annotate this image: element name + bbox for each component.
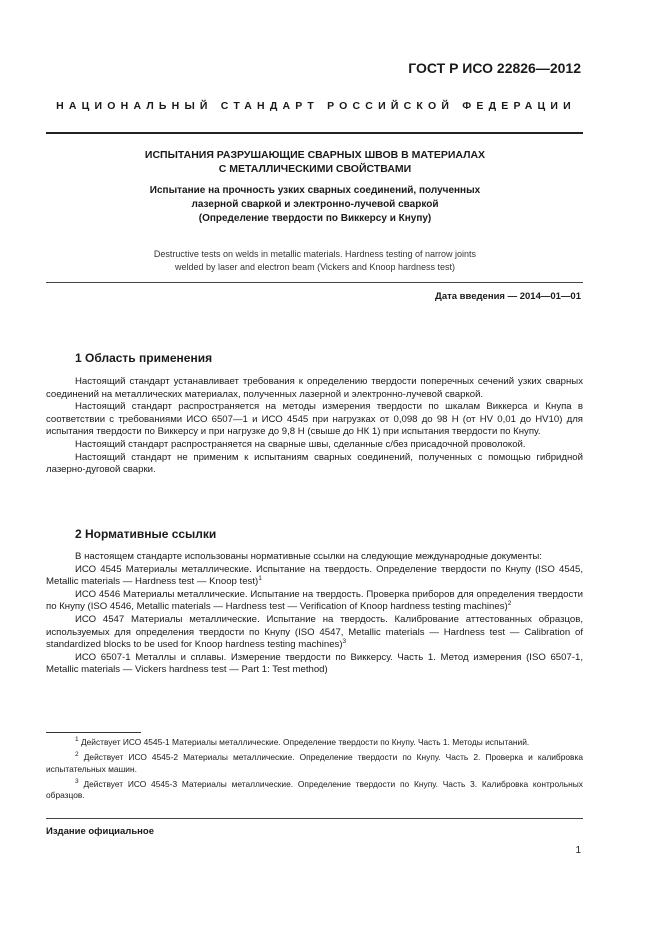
english-title-line1: Destructive tests on welds in metallic materials. Hardness testing of narrow joints — [153, 249, 477, 259]
subtitle — [60, 184, 570, 226]
normative-reference — [46, 614, 583, 652]
footnotes — [46, 737, 583, 805]
title-divider — [46, 282, 583, 283]
footer-divider — [46, 818, 583, 819]
footnote-mark: 3 — [75, 778, 79, 786]
normative-reference — [46, 564, 583, 589]
section2-heading: 2 Нормативные ссылки — [75, 527, 217, 541]
section1-heading: 1 Область применения — [75, 351, 213, 365]
section2-intro: В настоящем стандарте использованы нормативные ссылки на следующие международные документы: — [75, 551, 542, 562]
subtitle-line2: лазерной сваркой и электронно-лучевой сваркой — [191, 199, 439, 210]
section1-body — [46, 376, 583, 477]
section2-body — [46, 551, 583, 677]
official-edition-label: Издание официальное — [46, 826, 154, 837]
subtitle-line3: (Определение твердости по Виккерсу и Кнупу) — [198, 213, 432, 224]
footnote — [46, 737, 583, 748]
section1-paragraph: Настоящий стандарт распространяется на методы измерения твердости по шкалам Виккерса и Кнупа в соответствии с требованиями ИСО 6507—1 и ИСО 4545 при нагрузках от 0,098 до 98 Н (от HV 0,01 до HV10) для испытания твердости по Виккерсу и при нагрузке до 9,8 Н (свыше до НК 1) при испытания твердости по Кнупу. — [46, 401, 583, 438]
main-title-line1: ИСПЫТАНИЯ РАЗРУШАЮЩИЕ СВАРНЫХ ШВОВ В МАТЕРИАЛАХ — [144, 149, 486, 161]
national-standard-heading: НАЦИОНАЛЬНЫЙ СТАНДАРТ РОССИЙСКОЙ ФЕДЕРАЦИИ — [56, 100, 576, 112]
reference-text: ИСО 4545 Материалы металлические. Испытание на твердость. Определение твердости по Кнупу (ISO 4545, Metallic materials — Hardness test — Knoop test) — [46, 563, 583, 588]
english-title-line2: welded by laser and electron beam (Vickers and Knoop hardness test) — [175, 262, 455, 272]
main-title-line2: С МЕТАЛЛИЧЕСКИМИ СВОЙСТВАМИ — [218, 163, 412, 175]
section1-paragraph: Настоящий стандарт устанавливает требования к определению твердости поперечных сечений узких сварных соединений на металлических материалах, полученных лазерной и электронно-лучевой сваркой. — [46, 376, 583, 400]
section1-paragraph: Настоящий стандарт распространяется на сварные швы, сделанные с/без присадочной проволокой. — [75, 438, 526, 450]
normative-reference: ИСО 6507-1 Металлы и сплавы. Измерение твердости по Виккерсу. Часть 1. Метод измерения (ISO 6507-1, Metallic materials — Vickers hardness test — Part 1: Test method) — [46, 651, 583, 676]
footnote-text: Действует ИСО 4545-1 Материалы металлические. Определение твердости по Кнупу. Часть 1. Методы испытаний. — [80, 737, 530, 747]
footnote-mark: 2 — [75, 751, 79, 759]
date-of-introduction: Дата введения — 2014—01—01 — [435, 291, 581, 302]
page-number: 1 — [575, 845, 581, 856]
footnote-text: Действует ИСО 4545-3 Материалы металлические. Определение твердости по Кнупу. Часть 3. Калибровка контрольных образцов. — [46, 778, 583, 801]
footnote-divider — [46, 732, 141, 733]
footnote — [46, 779, 583, 802]
reference-text: ИСО 4546 Материалы металлические. Испытание на твердость. Проверка приборов для определения твердости по Кнупу (ISO 4546, Metallic materials — Hardness test — Verification of Knoop hardness testing machines) — [46, 588, 583, 613]
footnote-text: Действует ИСО 4545-2 Материалы металлические. Определение твердости по Кнупу. Часть 2. Проверка и калибровка испытательных машин. — [46, 752, 584, 774]
english-title — [60, 248, 570, 274]
footnote-ref[interactable]: 1 — [258, 575, 262, 582]
header-divider — [46, 132, 583, 134]
footnote-mark: 1 — [75, 736, 79, 744]
subtitle-line1: Испытание на прочность узких сварных соединений, полученных — [149, 185, 481, 196]
footnote-ref[interactable]: 3 — [342, 637, 347, 645]
section1-paragraph: Настоящий стандарт не применим к испытаниям сварных соединений, полученных с помощью гибридной лазерно-дуговой сварки. — [46, 451, 583, 476]
standard-number: ГОСТ Р ИСО 22826—2012 — [408, 60, 581, 76]
footnote-ref[interactable]: 2 — [507, 600, 512, 608]
main-title — [60, 148, 570, 176]
footnote — [46, 752, 583, 775]
normative-reference — [46, 589, 583, 614]
reference-text: ИСО 4547 Материалы металлические. Испытание на твердость. Калибрование аттестованных образцов, используемых для определения твердости по Кнупу (ISO 4547, Metallic materials — Hardness test — Calibration of standardized blocks to be used for Knoop hardness testing machines) — [46, 613, 583, 651]
